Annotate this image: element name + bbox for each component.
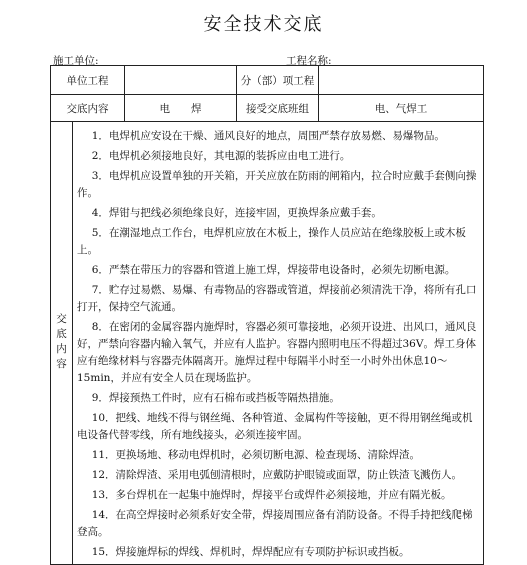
list-item: 3．电焊机应设置单独的开关箱，开关应放在防雨的闸箱内，拉合时应戴手套侧向操作。: [77, 170, 477, 199]
list-item: 12．清除焊渣、采用电弧刨清根时，应戴防护眼镜或面罩，防止铁渣飞溅伤人。: [91, 469, 463, 481]
disclosure-table: [50, 65, 484, 565]
list-item: 8．在密闭的金属容器内施焊时，容器必须可靠接地，必须开设进、出风口，通风良好，严禁向容器内输入氧气，并应有人监护。容器内照明电压不得超过36V。焊工身体应有绝缘材料与容器壳体隔离开。施焊过程中每隔半小时至一小时外出休息10～15min，并应有安全人员在现场监护。: [77, 321, 477, 384]
unit-project-label: 单位工程: [51, 66, 125, 95]
page-title: 安全技术交底: [203, 14, 324, 35]
unit-project-value: [125, 66, 237, 95]
list-item: 13．多台焊机在一起集中施焊时，焊接平台或焊件必须接地，并应有隔光板。: [91, 489, 452, 501]
body-vertical-label: 交底内容: [56, 313, 67, 370]
list-item: 7．贮存过易燃、易爆、有毒物品的容器或管道，焊接前必须清洗干净，将所有孔口打开，保持空气流通。: [77, 284, 477, 313]
items-cell: [73, 122, 484, 565]
team-label: 接受交底班组: [237, 95, 319, 122]
project-name-label: 工程名称:: [286, 55, 332, 67]
content-value: 电 焊: [125, 95, 237, 122]
list-item: 1．电焊机应安设在干燥、通风良好的地点，周围严禁存放易燃、易爆物品。: [91, 130, 445, 142]
list-item: 9．焊接预热工件时，应有石棉布或挡板等隔热措施。: [91, 392, 340, 404]
content-label: 交底内容: [51, 95, 125, 122]
list-item: 4．焊钳与把线必须绝缘良好，连接牢固，更换焊条应戴手套。: [91, 207, 382, 219]
list-item: 11．更换场地、移动电焊机时，必须切断电源、检查现场、清除焊渣。: [91, 449, 421, 461]
sub-project-value: [319, 66, 484, 95]
list-item: 10．把线、地线不得与钢丝绳、各种管道、金属构件等接触，更不得用钢丝绳或机电设备代替零线，所有地线接头，必须连接牢固。: [77, 412, 473, 441]
table-row: [51, 66, 484, 95]
body-label-cell: [51, 122, 73, 565]
list-item: 6．严禁在带压力的容器和管道上施工焊，焊接带电设备时，必须先切断电源。: [91, 264, 456, 276]
list-item: 14．在高空焊接时必须系好安全带，焊接周围应备有消防设备。不得手持把线爬梯登高。: [77, 509, 473, 538]
list-item: 15．焊接施焊标的焊线、焊机时，焊焊配应有专项防护标识或挡板。: [91, 546, 410, 558]
sub-project-label: 分（部）项工程: [237, 66, 319, 95]
team-value: 电、气焊工: [319, 95, 484, 122]
construction-unit-label: 施工单位:: [53, 55, 99, 67]
table-row: [51, 95, 484, 122]
table-row: [51, 122, 484, 565]
list-item: 5．在潮湿地点工作台，电焊机应放在木板上，操作人员应站在绝缘胶板上或木板上。: [77, 227, 466, 256]
list-item: 2．电焊机必须接地良好，其电源的装拆应由电工进行。: [91, 150, 351, 162]
